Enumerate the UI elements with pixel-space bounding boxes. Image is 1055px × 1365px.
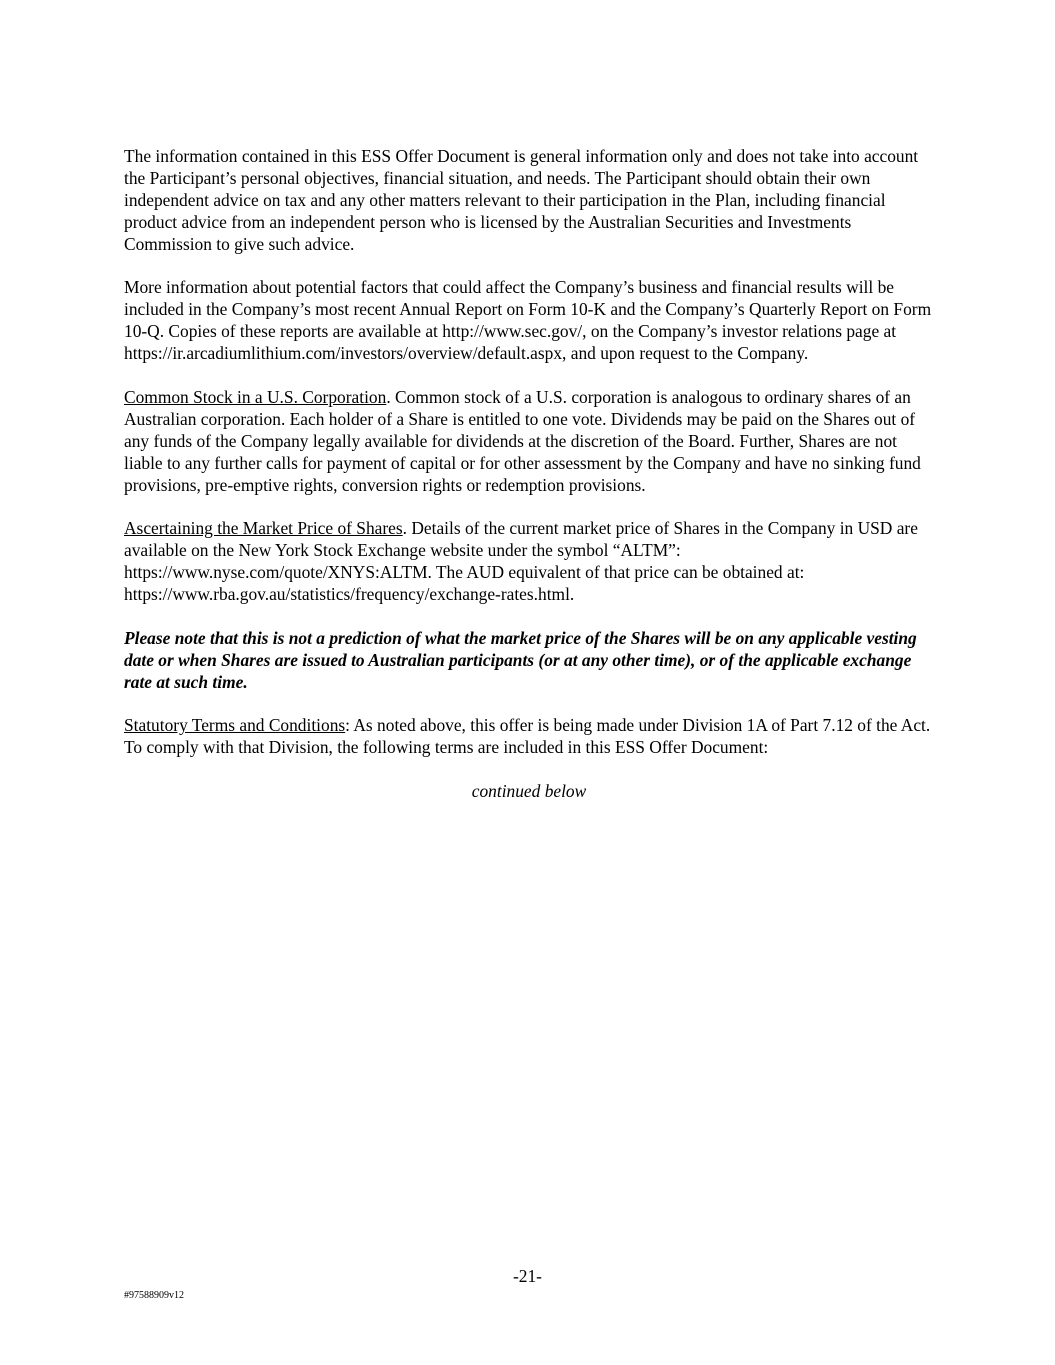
common-stock-body: . Common stock of a U.S. corporation is analogous to ordinary shares of an Australian corporation. Each holder of a Share is entitled to one vote. Dividends may be paid on the Shares out of any funds of the Company legally available for dividends at the discretion of the Board. Further, Shares are not liable to any further calls for payment of capital or for other assessment by the Company and have no sinking fund provisions, pre-emptive rights, conversion rights or redemption provisions.	[124, 386, 921, 495]
common-stock-heading: Common Stock in a U.S. Corporation	[124, 386, 387, 407]
page-number: -21-	[513, 1266, 542, 1286]
body-text	[124, 146, 934, 803]
more-information-paragraph: More information about potential factors that could affect the Company’s business and financial results will be included in the Company’s most recent Annual Report on Form 10-K and the Company’s Quarterly Report on Form 10-Q. Copies of these reports are available at http://www.sec.gov/, on the Company’s investor relations page at https://ir.arcadiumlithium.com/investors/overview/default.aspx, and upon request to the Company.	[124, 277, 932, 364]
market-price-heading: Ascertaining the Market Price of Shares	[124, 518, 403, 539]
disclaimer-paragraph: The information contained in this ESS Offer Document is general information only and does not take into account the Participant’s personal objectives, financial situation, and needs. The Participant should obtain their own independent advice on tax and any other matters relevant to their participation in the Plan, including financial product advice from an independent person who is licensed by the Australian Securities and Investments Commission to give such advice.	[124, 146, 919, 254]
statutory-terms-body: : As noted above, this offer is being made under Division 1A of Part 7.12 of the Act. To comply with that Division, the following terms are included in this ESS Offer Document:	[124, 715, 931, 758]
market-price-paragraph	[124, 518, 934, 606]
statutory-terms-paragraph	[124, 715, 934, 759]
prediction-note-paragraph: Please note that this is not a prediction of what the market price of the Shares will be on any applicable vesting date or when Shares are issued to Australian participants (or at any other time), or of the applicable exchange rate at such time.	[124, 627, 917, 692]
continued-below-text: continued below	[471, 781, 587, 802]
document-id: #97588909v12	[124, 1290, 184, 1301]
common-stock-paragraph	[124, 387, 934, 497]
market-price-body: . Details of the current market price of Shares in the Company in USD are available on the New York Stock Exchange website under the symbol “ALTM”: https://www.nyse.com/quote/XNYS:ALTM. The AUD equivalent of that price can be obtained at: https://www.rba.gov.au/statistics/frequency/exchange-rates.html.	[124, 518, 918, 605]
statutory-terms-heading: Statutory Terms and Conditions	[124, 715, 346, 736]
